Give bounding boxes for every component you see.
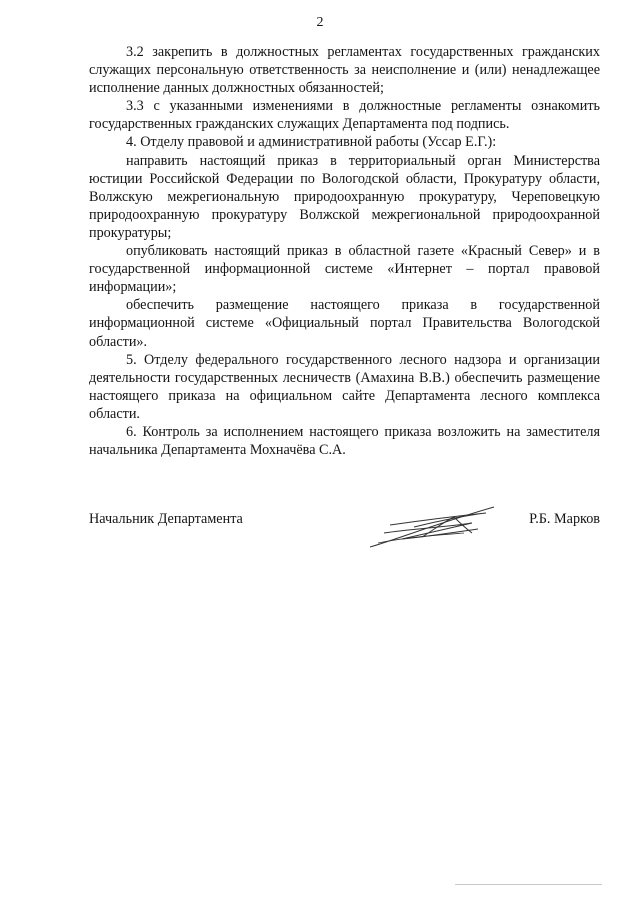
document-body	[89, 43, 600, 459]
handwritten-signature	[368, 503, 508, 551]
paragraph-6: 6. Контроль за исполнением настоящего приказа возложить на заместителя начальника Департамента Мохначёва С.А.	[89, 423, 600, 459]
paragraph-4-publish: опубликовать настоящий приказ в областной газете «Красный Север» и в государственной информационной системе «Интернет – портал правовой информации»;	[89, 243, 600, 296]
paragraph-4-send: направить настоящий приказ в территориальный орган Министерства юстиции Российской Федерации по Вологодской области, Прокуратуру области, Волжскую межрегиональную природоохранную прокуратуру, Череповецкую природоохранную прокуратуру Волжской межрегиональной природоохранной прокуратуры;	[89, 152, 600, 241]
paragraph-4-portal: обеспечить размещение настоящего приказа в государственной информационной системе «Официальный портал Правительства Вологодской области».	[89, 297, 600, 350]
signature-block	[89, 503, 600, 543]
page-number: 2	[316, 15, 324, 30]
paragraph-3-3: 3.3 с указанными изменениями в должностные регламенты ознакомить государственных гражданских служащих Департамента под подпись.	[89, 98, 600, 133]
footer-rule	[455, 884, 602, 885]
paragraph-3-2: 3.2 закрепить в должностных регламентах государственных гражданских служащих персональную ответственность за неисполнение и (или) ненадлежащее исполнение данных должностных обязанностей;	[89, 44, 600, 97]
signatory-name: Р.Б. Марков	[529, 511, 600, 527]
paragraph-4: 4. Отделу правовой и административной работы (Уссар Е.Г.):	[126, 134, 497, 151]
paragraph-5: 5. Отделу федерального государственного лесного надзора и организации деятельности государственных лесничеств (Амахина В.В.) обеспечить размещение настоящего приказа на официальном сайте Департамента лесного комплекса области.	[89, 351, 600, 422]
signatory-position: Начальник Департамента	[89, 511, 243, 527]
